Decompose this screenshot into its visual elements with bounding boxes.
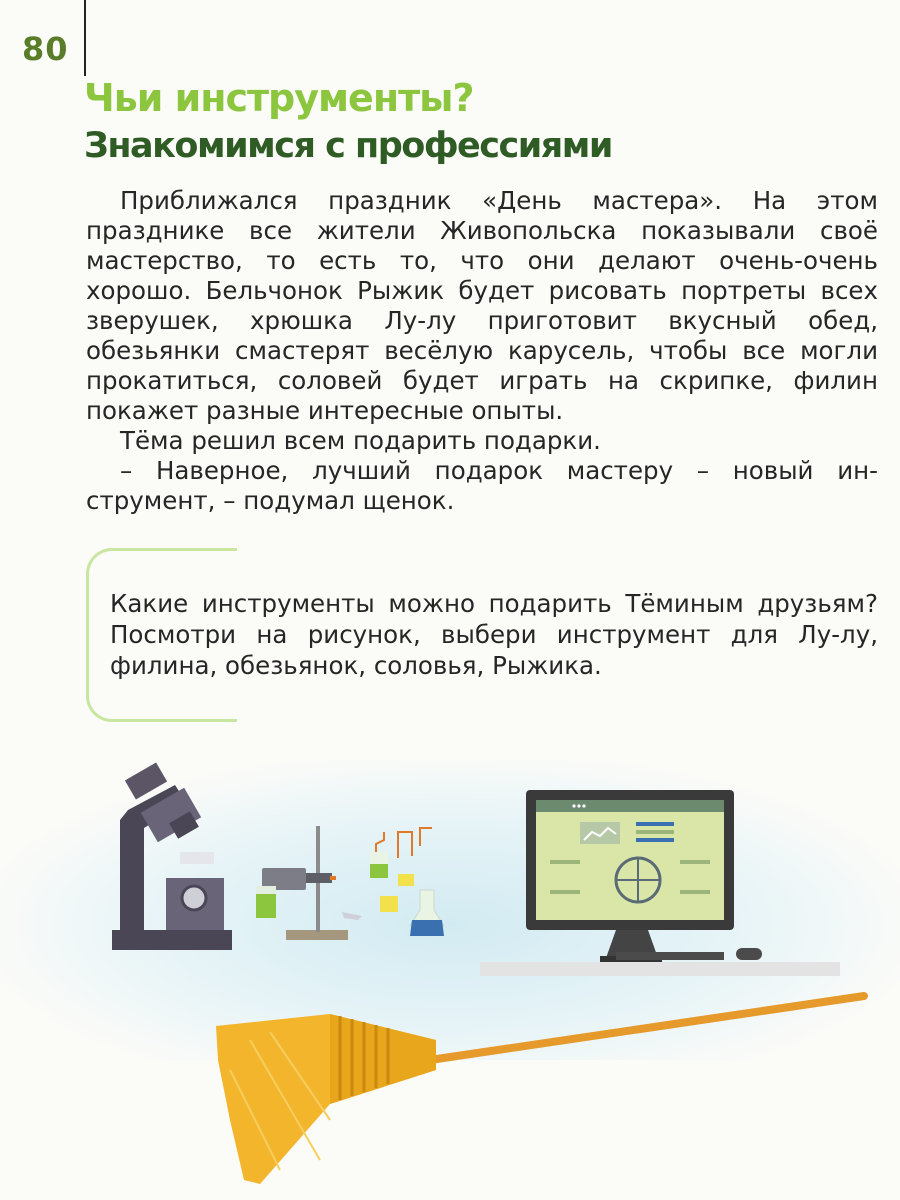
task-question: Какие инструменты можно подарить Тёминым друзьям? Посмотри на рисунок, выбери инструмент для Лу-лу, филина, обезьянок, соловья, Рыжика.	[110, 589, 878, 680]
story-paragraph: – Наверное, лучший подарок мастеру – новый инструмент, – подумал щенок.	[86, 456, 878, 515]
page-number: 80	[22, 30, 69, 68]
lab-stand-icon	[256, 826, 362, 940]
mouse-icon	[736, 948, 762, 960]
keyboard-icon	[616, 952, 724, 960]
page-subtitle: Знакомимся с профессиями	[84, 126, 612, 166]
story-paragraph: Тёма решил всем подарить подарки.	[120, 426, 601, 455]
broom-icon	[216, 996, 864, 1184]
computer-monitor-icon	[526, 790, 734, 962]
story-paragraph: Приближался праздник «День мастера». На этом празднике все жители Живопольска показывали своё мастерство, то есть то, что они делают очень-очень хорошо. Бельчонок Рыжик будет рисовать портреты всех зверушек, хрюшка Лу-лу приготовит вкусный обед, обезьянки смастерят весёлую карусель, чтобы все могли прокатиться, соловей будет играть на скрипке, филин покажет разные интересные опыты.	[86, 186, 878, 425]
desk-icon	[480, 962, 840, 976]
microscope-icon	[112, 762, 232, 950]
page-title: Чьи инструменты?	[84, 76, 474, 120]
story-text	[86, 186, 878, 516]
flasks-icon	[370, 828, 444, 936]
illustration	[80, 740, 900, 1200]
page-number-rule	[84, 0, 86, 76]
